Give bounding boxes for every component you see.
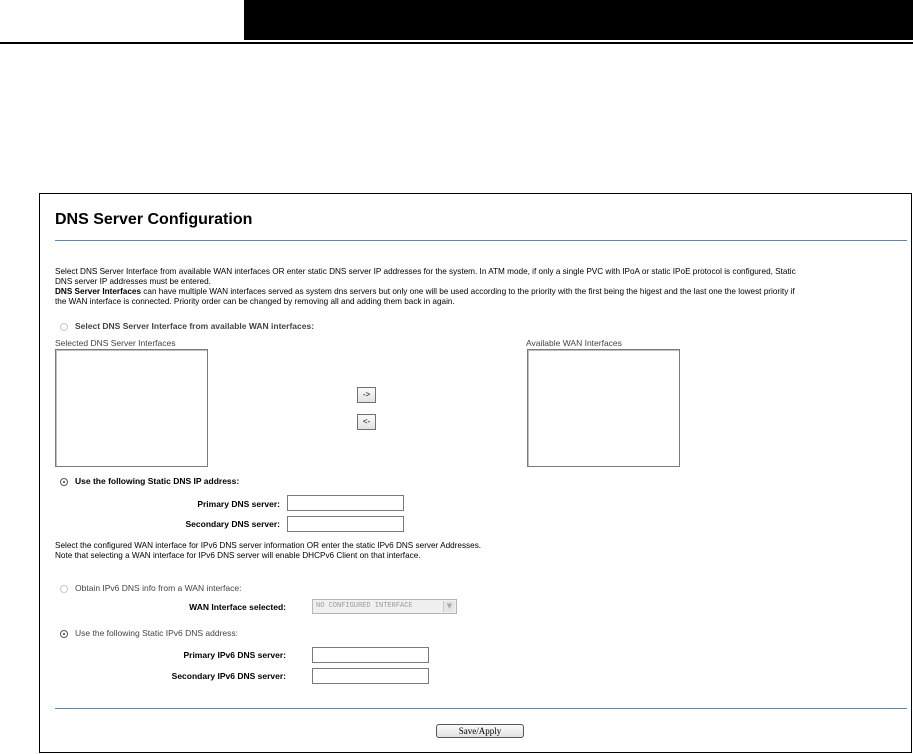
- title-divider: [55, 240, 907, 241]
- primary-dns-input[interactable]: [287, 495, 404, 511]
- intro-line-3: [55, 287, 907, 297]
- intro-bold-term: DNS Server Interfaces: [55, 287, 142, 296]
- ipv6-wan-radio[interactable]: [60, 585, 68, 593]
- dns-interface-option-label: Select DNS Server Interface from available WAN interfaces:: [75, 321, 315, 331]
- secondary-dns-input[interactable]: [287, 516, 404, 532]
- intro-line-4: the WAN interface is connected. Priority order can be changed by removing all and adding them back in again.: [55, 297, 455, 306]
- intro-line-2: DNS server IP addresses must be entered.: [55, 277, 211, 286]
- wan-interface-select-value: NO CONFIGURED INTERFACE: [316, 602, 413, 610]
- available-wan-interfaces-list[interactable]: [527, 349, 680, 467]
- intro-line-3-rest: can have multiple WAN interfaces served as system dns servers but only one will be used according to the priority with the first being the higest and the last one the lowest priority if: [141, 287, 795, 296]
- wan-interface-select[interactable]: [312, 599, 457, 614]
- page-title: DNS Server Configuration: [55, 211, 253, 228]
- primary-ipv6-dns-label: Primary IPv6 DNS server:: [183, 650, 286, 660]
- document-header-bar: [244, 0, 913, 40]
- secondary-ipv6-dns-label: Secondary IPv6 DNS server:: [171, 671, 286, 681]
- ipv6-note-line-1: Select the configured WAN interface for IPv6 DNS server information OR enter the static IPv6 DNS server Addresses.: [55, 541, 482, 550]
- dns-interface-radio[interactable]: [60, 323, 68, 331]
- secondary-ipv6-dns-input[interactable]: [312, 668, 429, 684]
- primary-dns-label: Primary DNS server:: [197, 499, 280, 509]
- move-right-button[interactable]: ->: [357, 387, 376, 403]
- dns-config-panel: [39, 193, 912, 753]
- secondary-dns-label: Secondary DNS server:: [185, 519, 280, 529]
- ipv6-static-radio[interactable]: [60, 630, 68, 638]
- move-left-button[interactable]: <-: [357, 414, 376, 430]
- available-wan-list-label: Available WAN Interfaces: [526, 338, 622, 348]
- footer-divider: [55, 708, 907, 709]
- chevron-down-icon: ▼: [443, 601, 455, 612]
- document-header-rule: [0, 42, 913, 44]
- intro-line-1: Select DNS Server Interface from available WAN interfaces OR enter static DNS server IP addresses for the system. In ATM mode, if only a single PVC with IPoA or static IPoE protocol is configured, Static: [55, 267, 796, 276]
- primary-ipv6-dns-input[interactable]: [312, 647, 429, 663]
- ipv6-static-option-label: Use the following Static IPv6 DNS address:: [75, 628, 238, 638]
- wan-interface-selected-label: WAN Interface selected:: [189, 602, 286, 612]
- ipv6-wan-option-label: Obtain IPv6 DNS info from a WAN interface:: [75, 583, 242, 593]
- selected-dns-list-label: Selected DNS Server Interfaces: [55, 338, 176, 348]
- static-dns-option-label: Use the following Static DNS IP address:: [75, 476, 240, 486]
- save-apply-button[interactable]: Save/Apply: [436, 724, 524, 738]
- static-dns-radio[interactable]: [60, 478, 68, 486]
- ipv6-note-line-2: Note that selecting a WAN interface for IPv6 DNS server will enable DHCPv6 Client on that interface.: [55, 551, 421, 560]
- selected-dns-interfaces-list[interactable]: [55, 349, 208, 467]
